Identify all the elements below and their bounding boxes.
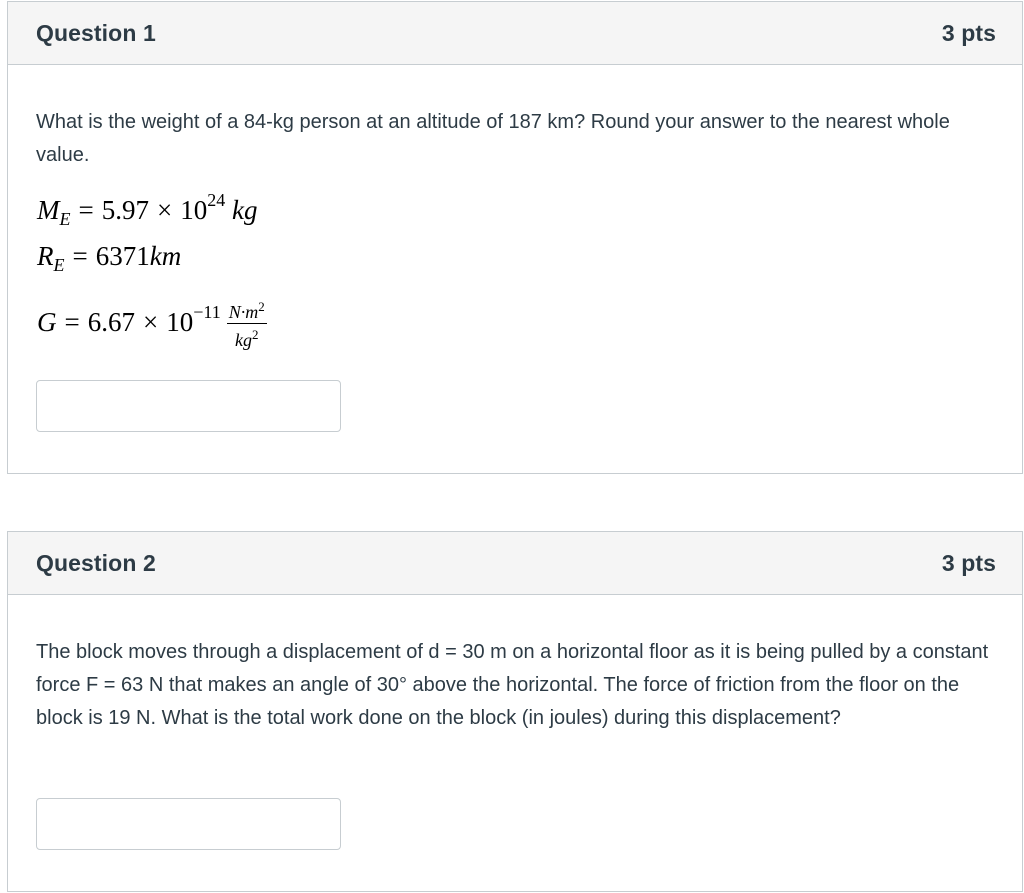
question-1-header xyxy=(8,2,1022,65)
fraction-denominator xyxy=(227,324,267,351)
equals-sign: = xyxy=(72,241,88,271)
question-2-card xyxy=(7,531,1023,892)
equation-value: 6371 xyxy=(95,241,150,271)
equation-earth-radius xyxy=(37,241,181,276)
equation-symbol: M xyxy=(37,195,60,225)
equation-subscript: E xyxy=(59,209,71,229)
equation-unit: kg xyxy=(231,195,258,225)
times-sign: × xyxy=(142,307,159,337)
equals-sign: = xyxy=(64,307,80,337)
numerator-text: N·m xyxy=(228,302,259,322)
equation-mantissa: 5.97 xyxy=(101,195,149,225)
equation-symbol: R xyxy=(37,241,54,271)
equation-unit-fraction xyxy=(227,297,267,351)
denominator-text: kg xyxy=(234,330,252,350)
question-2-header xyxy=(8,532,1022,595)
equation-mantissa: 6.67 xyxy=(87,307,135,337)
equation-earth-mass xyxy=(37,190,257,230)
equation-base: 10 xyxy=(180,195,208,225)
question-title: Question 1 xyxy=(36,19,156,46)
equation-symbol: G xyxy=(37,307,57,337)
question-text: The block moves through a displacement of d = 30 m on a horizontal floor as it is being pulled by a constant force F = 63 N that makes an angle of 30° above the horizontal. The force of friction from the floor on the block is 19 N. What is the total work done on the block (in joules) during this displacement? xyxy=(36,641,989,729)
equation-exponent: 24 xyxy=(207,190,226,210)
equation-subscript: E xyxy=(53,255,65,275)
fraction-numerator xyxy=(227,297,267,324)
question-1-card xyxy=(7,1,1023,474)
times-sign: × xyxy=(156,195,173,225)
numerator-exponent: 2 xyxy=(258,299,265,314)
question-points: 3 pts xyxy=(941,19,996,46)
answer-input[interactable] xyxy=(36,798,341,850)
question-points: 3 pts xyxy=(941,549,996,576)
denominator-exponent: 2 xyxy=(251,327,259,342)
question-title: Question 2 xyxy=(36,549,156,576)
equation-exponent: −11 xyxy=(193,302,221,322)
equals-sign: = xyxy=(78,195,94,225)
equation-base: 10 xyxy=(166,307,194,337)
answer-input[interactable] xyxy=(36,380,341,432)
equation-unit: km xyxy=(149,241,182,271)
equation-gravitational-constant xyxy=(37,297,267,351)
question-text: What is the weight of a 84-kg person at an altitude of 187 km? Round your answer to the nearest whole value. xyxy=(36,111,950,166)
